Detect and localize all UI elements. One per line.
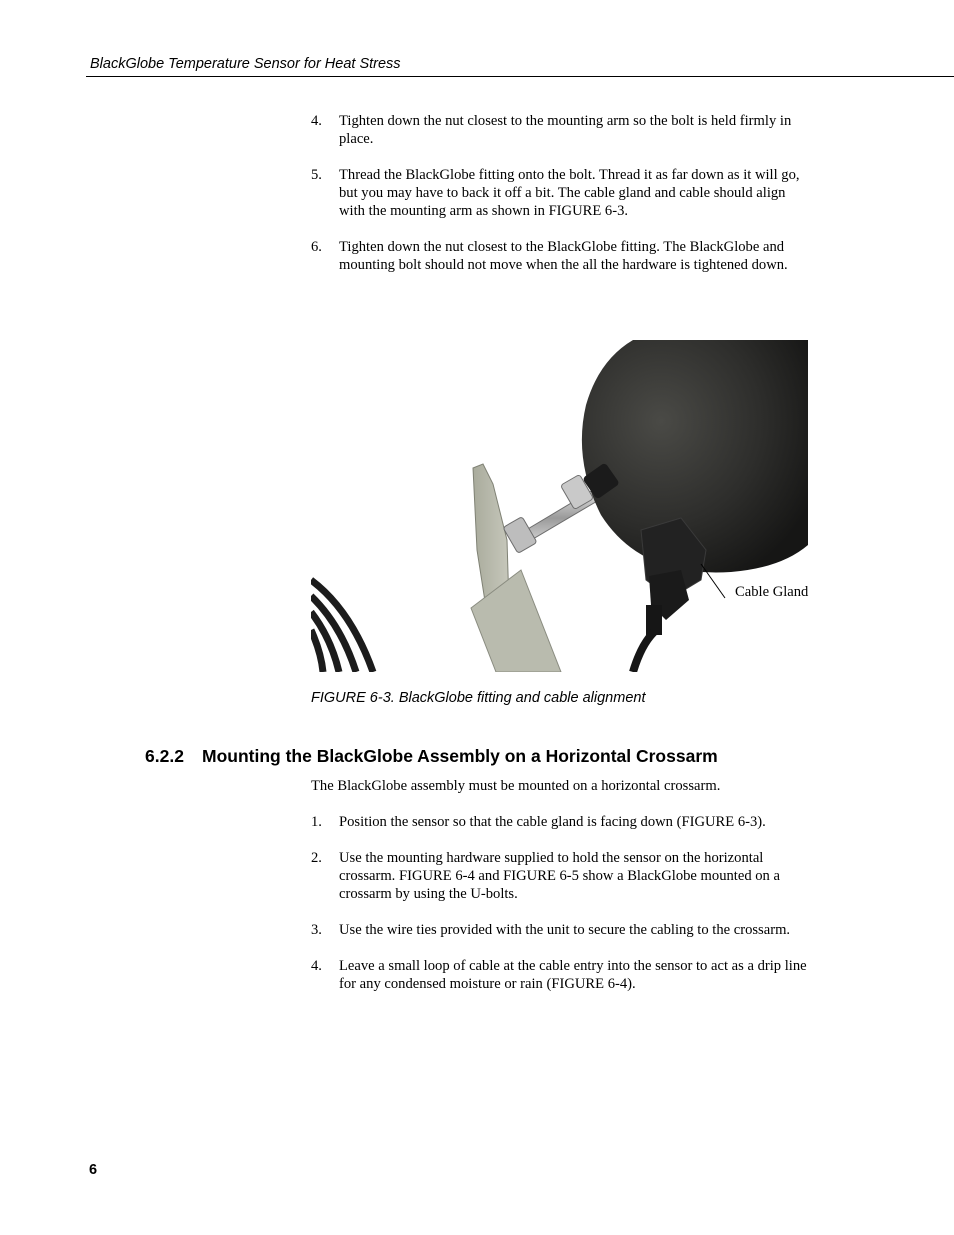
step-number: 6. <box>311 239 322 255</box>
header-rule <box>86 76 954 77</box>
installation-steps <box>311 112 811 292</box>
list-item <box>311 166 811 220</box>
step-text: Leave a small loop of cable at the cable entry into the sensor to act as a drip line for any condensed moisture or rain (FIGURE 6-4). <box>339 958 807 992</box>
step-text: Use the wire ties provided with the unit to secure the cabling to the crossarm. <box>339 922 791 938</box>
figure-photo <box>311 340 808 672</box>
step-number: 1. <box>311 814 322 830</box>
step-text: Position the sensor so that the cable gland is facing down (FIGURE 6-3). <box>339 814 766 830</box>
cable <box>633 632 654 672</box>
step-number: 3. <box>311 922 322 938</box>
mounting-steps <box>311 813 811 1011</box>
list-item <box>311 238 811 274</box>
step-text: Tighten down the nut closest to the BlackGlobe fitting. The BlackGlobe and mounting bolt should not move when the all the hardware is tightened down. <box>339 239 788 273</box>
section-title: Mounting the BlackGlobe Assembly on a Horizontal Crossarm <box>202 746 718 766</box>
step-text: Tighten down the nut closest to the mounting arm so the bolt is held firmly in place. <box>339 113 792 147</box>
cable-gland-callout: Cable Gland <box>735 584 809 600</box>
running-header: BlackGlobe Temperature Sensor for Heat Stress <box>90 56 401 72</box>
cable-coil <box>311 580 373 672</box>
list-item <box>311 921 811 939</box>
figure-caption: FIGURE 6-3. BlackGlobe fitting and cable alignment <box>311 690 646 706</box>
bolt <box>503 474 599 553</box>
mounting-arm <box>471 464 561 672</box>
list-item <box>311 957 811 993</box>
list-item <box>311 112 811 148</box>
list-item <box>311 813 811 831</box>
intro-paragraph: The BlackGlobe assembly must be mounted on a horizontal crossarm. <box>311 778 721 794</box>
section-heading <box>145 746 718 767</box>
step-number: 2. <box>311 850 322 866</box>
step-number: 4. <box>311 113 322 129</box>
section-number: 6.2.2 <box>145 746 184 766</box>
page-number: 6 <box>89 1162 98 1178</box>
step-number: 4. <box>311 958 322 974</box>
step-text: Use the mounting hardware supplied to hold the sensor on the horizontal crossarm. FIGURE 6-4 and FIGURE 6-5 show a BlackGlobe mounted on a crossarm by using the U-bolts. <box>339 850 780 902</box>
step-text: Thread the BlackGlobe fitting onto the bolt. Thread it as far down as it will go, but you may have to back it off a bit. The cable gland and cable should align with the mounting arm as shown in FIGURE 6-3. <box>339 167 800 219</box>
list-item <box>311 849 811 903</box>
blackglobe-photo-illustration <box>311 340 808 672</box>
step-number: 5. <box>311 167 322 183</box>
